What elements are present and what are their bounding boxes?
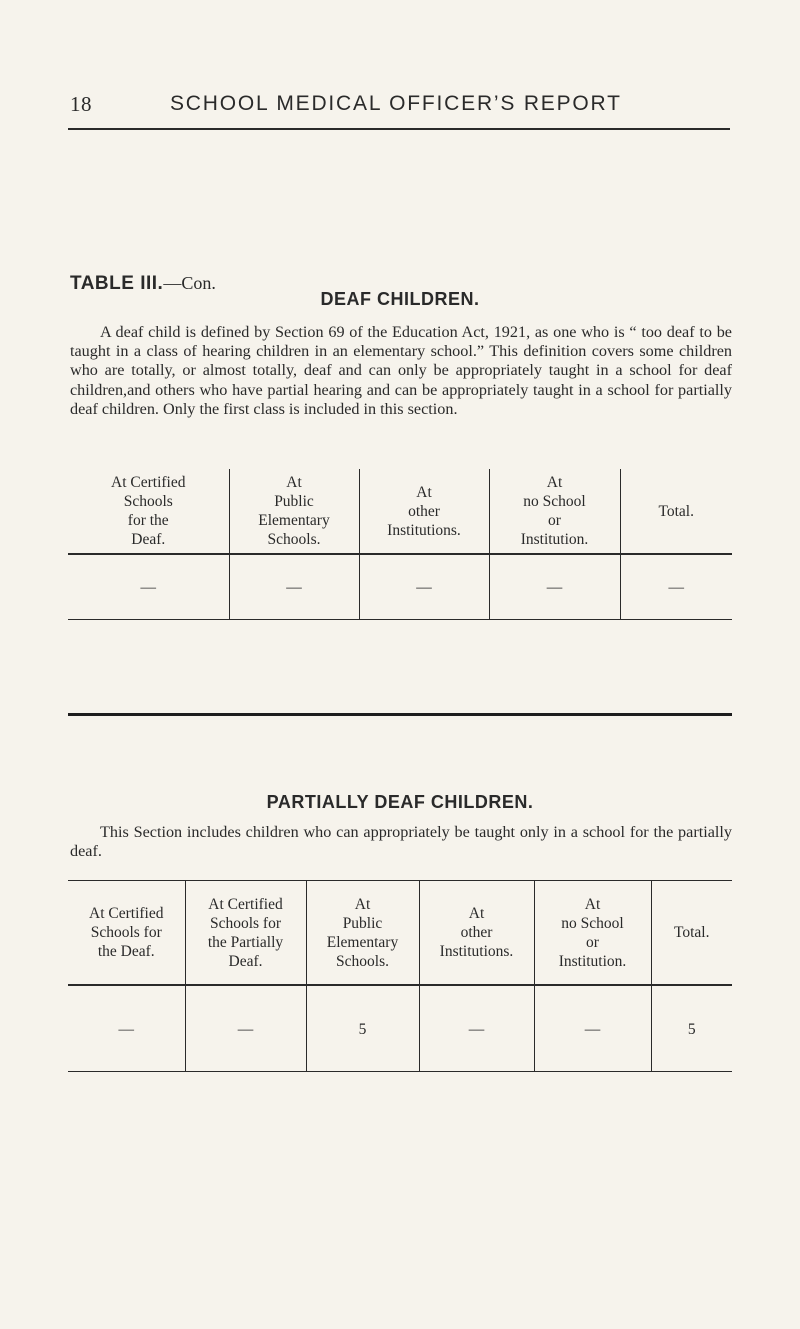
deaf-section-title: DEAF CHILDREN. bbox=[320, 289, 480, 309]
pd-col-public-elementary bbox=[306, 881, 419, 985]
deaf-col-public-elementary bbox=[229, 469, 359, 554]
column-header-line: At bbox=[416, 483, 432, 501]
column-header-line: Elementary bbox=[258, 512, 330, 529]
column-header-line: Total. bbox=[658, 502, 694, 520]
pd-value-public-elementary: 5 bbox=[306, 985, 419, 1072]
pd-value-no-school: — bbox=[534, 985, 651, 1072]
running-head: SCHOOL MEDICAL OFFICER’S REPORT bbox=[170, 92, 622, 115]
column-header-line: or bbox=[586, 933, 599, 951]
deaf-table-value-row bbox=[68, 554, 732, 620]
deaf-paragraph bbox=[70, 323, 732, 419]
column-header-line: Public bbox=[274, 493, 314, 510]
pd-col-no-school bbox=[534, 881, 651, 985]
pd-col-2-label bbox=[307, 895, 419, 971]
deaf-col-certified-schools bbox=[68, 469, 229, 554]
column-header-line: Deaf. bbox=[228, 952, 263, 970]
header-rule bbox=[68, 128, 730, 130]
column-header-line: Schools bbox=[123, 493, 173, 510]
column-header-line: At Certified bbox=[89, 905, 164, 922]
column-header-line: Schools. bbox=[336, 952, 389, 970]
pd-col-certified-partially-deaf bbox=[185, 881, 306, 985]
deaf-value-certified-schools: — bbox=[140, 579, 156, 596]
column-header-line: At Certified bbox=[111, 474, 186, 491]
pd-col-1-label bbox=[186, 895, 306, 971]
column-header-line: Schools for bbox=[90, 924, 162, 941]
column-header-line: At Certified bbox=[208, 895, 283, 913]
deaf-col-total bbox=[620, 469, 732, 554]
column-header-line: Institution. bbox=[558, 952, 627, 970]
column-header-line: At bbox=[546, 474, 563, 491]
column-header-line: Public bbox=[342, 914, 383, 932]
column-header-line: Institution. bbox=[520, 531, 589, 548]
pd-value-certified-deaf: — bbox=[118, 1020, 134, 1038]
table-label-main: TABLE III. bbox=[70, 273, 164, 294]
partially-deaf-table-bottom-rule bbox=[68, 1071, 732, 1072]
column-header-line: other bbox=[460, 924, 493, 941]
deaf-value-public-elementary: — bbox=[229, 554, 359, 620]
deaf-table-bottom-rule bbox=[68, 619, 732, 620]
deaf-col-no-school bbox=[489, 469, 620, 554]
pd-col-5-label bbox=[652, 923, 733, 942]
pd-value-other-institutions: — bbox=[419, 985, 534, 1072]
column-header-line: other bbox=[408, 502, 440, 520]
pd-col-certified-deaf bbox=[68, 881, 185, 985]
column-header-line: for the bbox=[127, 512, 169, 529]
column-header-line: Deaf. bbox=[131, 531, 166, 548]
partially-deaf-paragraph bbox=[70, 823, 732, 861]
partially-deaf-paragraph-text: This Section includes children who can appropriately be taught only in a school for the partially deaf. bbox=[70, 823, 732, 861]
deaf-paragraph-text: A deaf child is defined by Section 69 of the Education Act, 1921, as one who is “ too deaf to be taught in a class of hearing children in an elementary school.” This definition covers some children who are totally, or almost totally, deaf and can only be appropriately taught in a school for deaf children,and others who have partial hearing and can be appropriately taught in a school for partially deaf children. Only the first class is included in this section. bbox=[70, 323, 732, 418]
column-header-line: Schools. bbox=[267, 531, 321, 548]
deaf-value-no-school: — bbox=[489, 554, 620, 620]
column-header-line: Elementary bbox=[326, 933, 399, 951]
deaf-col-2-label bbox=[360, 483, 489, 540]
column-header-line: the Deaf. bbox=[97, 943, 155, 960]
pd-col-total bbox=[651, 881, 732, 985]
table-label-suffix: —Con. bbox=[163, 273, 216, 293]
deaf-col-0-label bbox=[68, 473, 229, 549]
column-header-line: Institutions. bbox=[439, 943, 514, 960]
deaf-col-other-institutions bbox=[359, 469, 489, 554]
partially-deaf-table-top-rule bbox=[68, 880, 732, 881]
column-header-line: At bbox=[286, 474, 302, 491]
partially-deaf-table-value-row bbox=[68, 985, 732, 1072]
deaf-value-total: — bbox=[620, 554, 732, 620]
deaf-table-header-row bbox=[68, 469, 732, 554]
deaf-table bbox=[68, 469, 732, 620]
pd-col-0-label bbox=[68, 904, 185, 961]
deaf-value-other-institutions: — bbox=[359, 554, 489, 620]
deaf-col-4-label bbox=[621, 502, 733, 521]
column-header-line: At bbox=[584, 895, 601, 913]
partially-deaf-table bbox=[68, 881, 732, 1072]
pd-col-3-label bbox=[420, 904, 534, 961]
pd-col-4-label bbox=[535, 895, 651, 971]
column-header-line: no School bbox=[561, 914, 624, 932]
column-header-line: At bbox=[468, 905, 485, 922]
page-number: 18 bbox=[70, 92, 92, 116]
partially-deaf-table-header-row bbox=[68, 881, 732, 985]
column-header-line: the Partially bbox=[207, 933, 284, 951]
column-header-line: Total. bbox=[673, 924, 710, 941]
column-header-line: Institutions. bbox=[387, 521, 461, 539]
partially-deaf-section-title: PARTIALLY DEAF CHILDREN. bbox=[266, 792, 534, 812]
deaf-col-1-label bbox=[230, 473, 359, 549]
pd-col-other-institutions bbox=[419, 881, 534, 985]
column-header-line: no School bbox=[523, 493, 586, 510]
column-header-line: or bbox=[548, 512, 561, 529]
column-header-line: Schools for bbox=[209, 914, 282, 932]
column-header-line: At bbox=[354, 895, 371, 913]
pd-value-total: 5 bbox=[651, 985, 732, 1072]
deaf-col-3-label bbox=[490, 473, 620, 549]
section-divider bbox=[68, 713, 732, 716]
pd-value-certified-partially-deaf: — bbox=[185, 985, 306, 1072]
